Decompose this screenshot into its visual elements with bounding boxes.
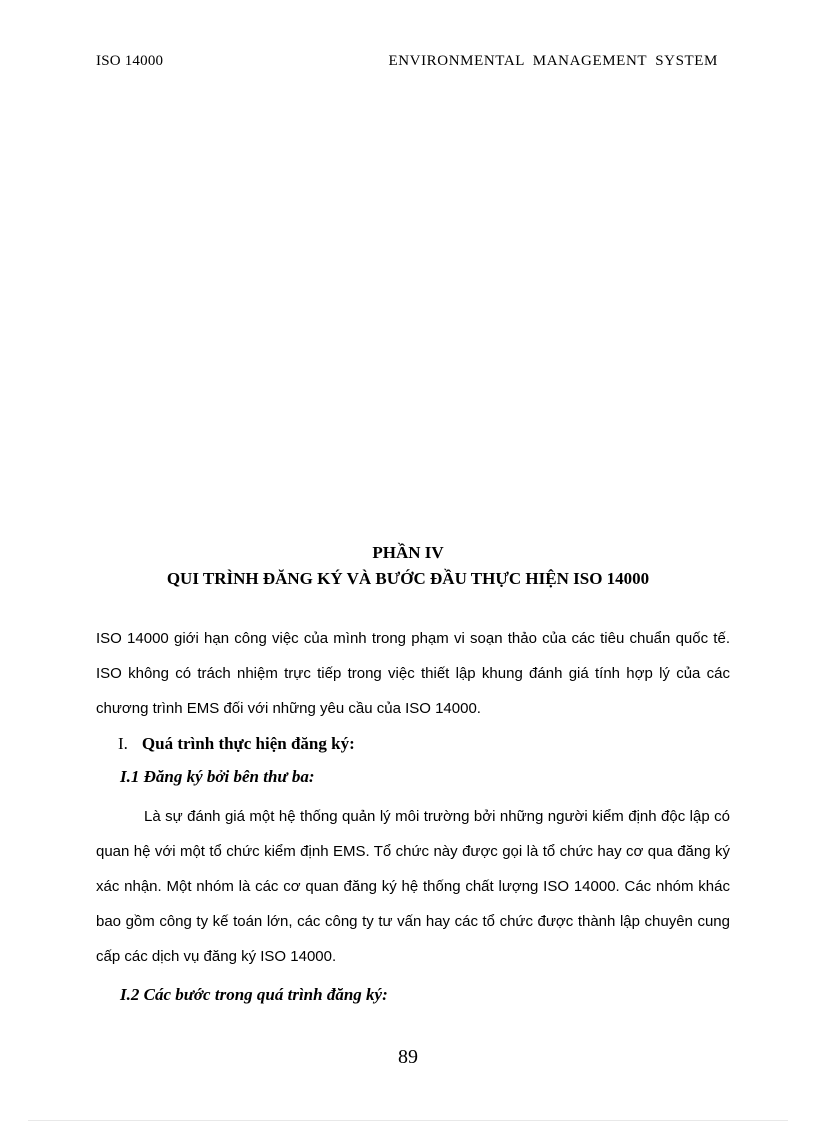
part-subtitle: QUI TRÌNH ĐĂNG KÝ VÀ BƯỚC ĐẦU THỰC HIỆN ISO 14000	[166, 569, 650, 588]
subsection-heading-1: I.1 Đăng ký bởi bên thư ba:	[120, 767, 315, 786]
page-bottom-rule	[28, 1120, 788, 1121]
section-title: Quá trình thực hiện đăng ký:	[141, 734, 355, 753]
subsection-1-paragraph: Là sự đánh giá một hệ thống quản lý môi trường bởi những người kiểm định độc lập có quan hệ với một tổ chức kiểm định EMS. Tổ chức này được gọi là tổ chức hay cơ qua đăng ký xác nhận. Một nhóm là các cơ quan đăng ký hệ thống chất lượng ISO 14000. Các nhóm khác bao gồm công ty kế toán lớn, các công ty tư vấn hay các tổ chức được thành lập chuyên cung cấp các dịch vụ đăng ký ISO 14000.	[96, 808, 730, 965]
section-number: I.	[118, 734, 128, 753]
part-title: PHẦN IV	[372, 543, 444, 562]
header-left-text: ISO 14000	[96, 53, 164, 69]
subsection-heading-2: I.2 Các bước trong quá trình đăng ký:	[120, 985, 388, 1004]
section-heading-1	[118, 734, 355, 754]
header-right-text: ENVIRONMENTAL MANAGEMENT SYSTEM	[388, 53, 718, 69]
intro-paragraph: ISO 14000 giới hạn công việc của mình trong phạm vi soạn thảo của các tiêu chuẩn quốc tế. ISO không có trách nhiệm trực tiếp trong việc thiết lập khung đánh giá tính hợp lý của các chương trình EMS đối với những yêu cầu của ISO 14000.	[96, 630, 730, 717]
page-number: 89	[398, 1046, 418, 1068]
